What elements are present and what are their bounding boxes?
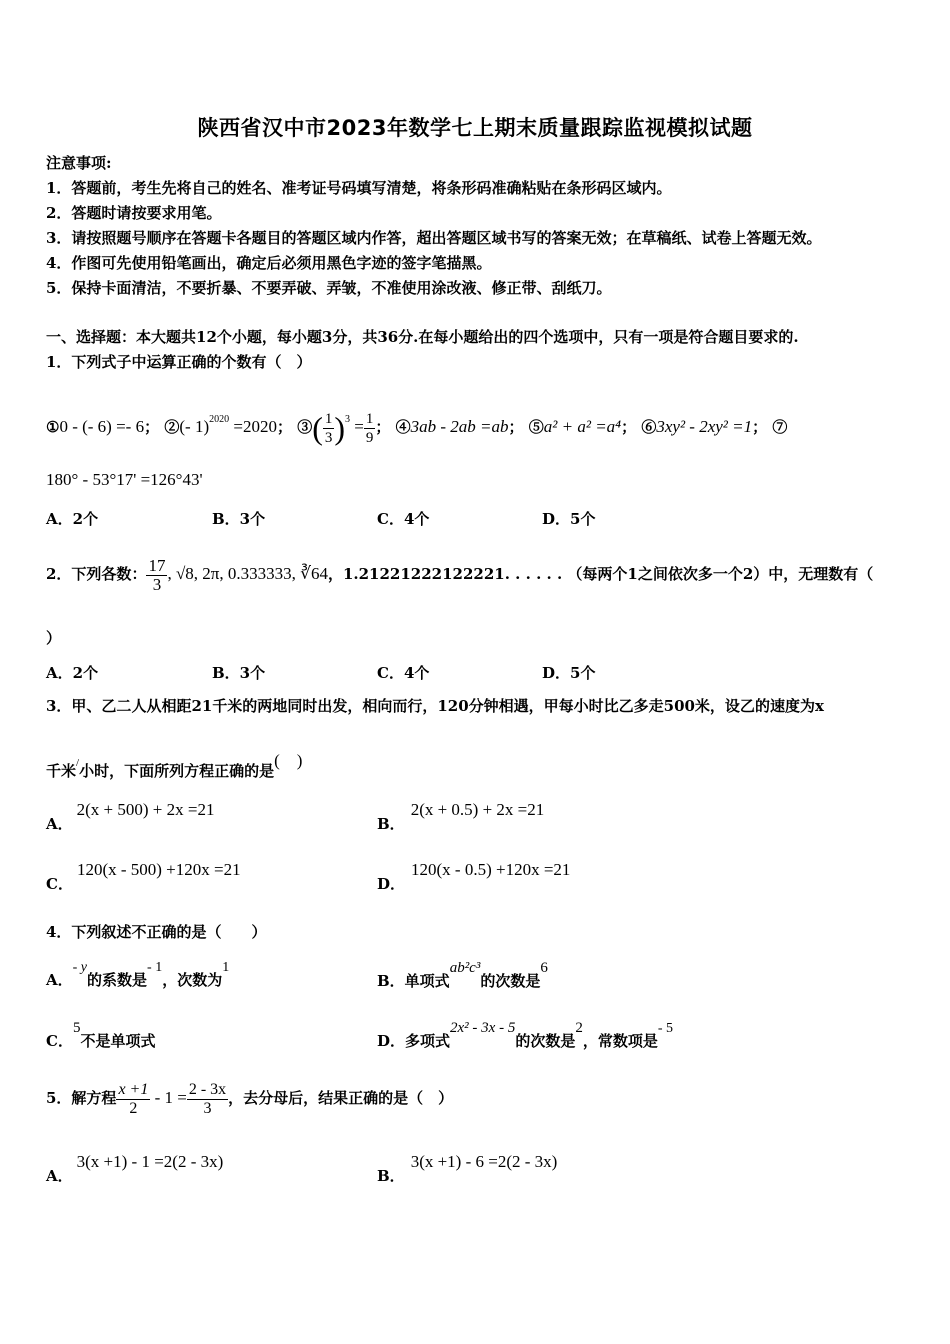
q4-d-text-1: 的次数是: [515, 1032, 576, 1050]
q3-answer-paren: ( ): [274, 751, 303, 770]
q2-option-b[interactable]: B．3个: [212, 664, 266, 682]
separator: ；: [276, 418, 292, 436]
q1-stem: 1．下列式子中运算正确的个数有（ ）: [46, 353, 312, 371]
q1-expressions: [46, 392, 787, 448]
q4-b-math-2: 6: [540, 960, 548, 976]
q4-c-text-1: 不是单项式: [80, 1032, 156, 1050]
denominator: 2: [129, 1099, 138, 1117]
q5-stem: [46, 1074, 453, 1122]
q2-option-a[interactable]: A．2个: [46, 664, 99, 682]
numerator: x +1: [118, 1080, 149, 1098]
q1-expr-3-sup: 3: [345, 414, 351, 425]
q4-b-math-1: ab²c³: [449, 960, 481, 976]
separator: ；: [752, 418, 768, 436]
option-label: A．: [46, 971, 73, 989]
q3-option-b[interactable]: [377, 800, 544, 836]
numerator: 17: [148, 555, 166, 575]
q4-b-text-1: 的次数是: [480, 972, 541, 990]
option-label: B．: [377, 815, 405, 833]
option-label: D．: [377, 875, 406, 893]
q2-close-paren: ）: [46, 629, 62, 647]
option-label: A．: [46, 815, 73, 833]
q1-circle-4: ④: [395, 418, 411, 436]
q1-expr-7: 180° - 53°17' =126°43': [46, 470, 203, 489]
notice-heading: 注意事项:: [46, 154, 112, 172]
q3-option-a-expr: 2(x + 500) + 2x =21: [76, 800, 215, 819]
q4-d-math-1: 2x² - 3x - 5: [450, 1020, 516, 1036]
q5-tail: ，去分母后，结果正确的是（ ）: [228, 1089, 454, 1107]
q3-option-c[interactable]: [46, 860, 241, 896]
q4-c-math-1: 5: [72, 1020, 81, 1036]
q2-tail: ，1.21221222122221. . . . . . （每两个1之间依次多一个2）中，无理数有（: [327, 565, 874, 583]
q1-circle-7: ⑦: [772, 418, 788, 436]
q1-option-c[interactable]: C．4个: [377, 510, 430, 528]
q1-circle-1: ①: [46, 418, 60, 436]
q4-option-a[interactable]: [46, 960, 229, 996]
q4-stem: 4．下列叙述不正确的是（ ）: [46, 923, 267, 941]
q4-option-d[interactable]: [377, 1020, 673, 1056]
separator: ；: [144, 418, 160, 436]
q1-expr-1: 0 - (- 6) =- 6: [59, 417, 145, 436]
q4-a-math-3: 1: [222, 960, 230, 975]
q1-expr-2a: (- 1): [179, 417, 210, 436]
q1-circle-5: ⑤: [528, 418, 544, 436]
notice-item-1: 1．答题前，考生先将自己的姓名、准考证号码填写清楚，将条形码准确粘贴在条形码区域内。: [46, 179, 672, 197]
q3-slash: /: [76, 757, 80, 769]
q2-option-c[interactable]: C．4个: [377, 664, 430, 682]
separator: ；: [375, 418, 391, 436]
q2-option-d[interactable]: D．5个: [542, 664, 596, 682]
option-label: A．: [46, 1167, 73, 1185]
numerator: 1: [365, 410, 374, 427]
q1-expr-2b: =2020: [229, 417, 277, 436]
left-paren: (: [312, 410, 323, 446]
option-label: C．: [46, 1032, 73, 1050]
q5-option-b-expr: 3(x +1) - 6 =2(2 - 3x): [410, 1152, 558, 1171]
notice-item-3: 3．请按照题号顺序在答题卡各题目的答题区域内作答，超出答题区域书写的答案无效；在草稿纸、试卷上答题无效。: [46, 229, 822, 247]
q3-option-b-expr: 2(x + 0.5) + 2x =21: [410, 800, 545, 819]
q1-circle-2: ②: [164, 418, 180, 436]
separator: ；: [621, 418, 637, 436]
q2-label: 2．下列各数：: [46, 565, 147, 583]
q1-option-b[interactable]: B．3个: [212, 510, 266, 528]
q5-option-a[interactable]: [46, 1152, 223, 1188]
notice-item-5: 5．保持卡面清洁，不要折暴、不要弄破、弄皱，不准使用涂改液、修正带、刮纸刀。: [46, 279, 612, 297]
option-label: B．单项式: [377, 972, 450, 990]
q4-d-math-3: - 5: [657, 1021, 674, 1036]
q1-expr-7-line: [46, 470, 203, 490]
denominator: 3: [324, 429, 333, 446]
denominator: 9: [365, 429, 374, 446]
q3-option-d[interactable]: [377, 860, 570, 896]
numerator: 1: [324, 410, 333, 427]
q1-frac-1-3: [323, 410, 335, 447]
q5-mid: - 1 =: [150, 1088, 187, 1107]
q5-frac-left: [116, 1081, 150, 1118]
q1-circle-6: ⑥: [641, 418, 657, 436]
q1-circle-3: ③: [297, 418, 313, 436]
q4-a-math-2: - 1: [147, 960, 163, 975]
q3-option-a[interactable]: [46, 800, 214, 836]
notice-item-2: 2．答题时请按要求用笔。: [46, 204, 222, 222]
q1-option-d[interactable]: D．5个: [542, 510, 596, 528]
q3-unit-km: 千米: [46, 762, 77, 780]
section-heading: 一、选择题：本大题共12个小题，每小题3分，共36分.在每小题给出的四个选项中，只有一项是符合题目要求的.: [46, 328, 799, 346]
q1-option-a[interactable]: A．2个: [46, 510, 99, 528]
numerator: 2 - 3x: [188, 1080, 227, 1098]
q3-stem-line-1: 3．甲、乙二人从相距21千米的两地同时出发，相向而行，120分钟相遇，甲每小时比乙多走500米，设乙的速度为x: [46, 697, 824, 715]
denominator: 3: [152, 574, 162, 594]
q4-a-text-1: 的系数是: [87, 971, 148, 989]
q2-number-list: , √8, 2π, 0.333333, ∛64: [167, 564, 328, 583]
q5-option-b[interactable]: [377, 1152, 557, 1188]
q3-stem-line-2: [46, 744, 302, 778]
q1-frac-1-9: [364, 410, 376, 447]
denominator: 3: [203, 1099, 212, 1117]
option-label: D．多项式: [377, 1032, 451, 1050]
q3-option-d-expr: 120(x - 0.5) +120x =21: [411, 860, 571, 879]
q1-expr-2-sup: 2020: [209, 414, 230, 425]
q4-a-math-1: - y: [72, 960, 88, 975]
separator: ；: [508, 418, 524, 436]
option-label: C．: [46, 875, 73, 893]
q2-stem: [46, 544, 873, 604]
q1-expr-6: 3xy² - 2xy² =1: [656, 417, 753, 436]
q5-label: 5．解方程: [46, 1089, 117, 1107]
option-label: B．: [377, 1167, 405, 1185]
q1-expr-4: 3ab - 2ab =ab: [410, 417, 509, 436]
q4-a-text-2: ，次数为: [162, 971, 223, 989]
notice-item-4: 4．作图可先使用铅笔画出，确定后必须用黑色字迹的签字笔描黑。: [46, 254, 492, 272]
q3-option-c-expr: 120(x - 500) +120x =21: [76, 860, 241, 879]
q5-option-a-expr: 3(x +1) - 1 =2(2 - 3x): [76, 1152, 224, 1171]
q5-frac-right: [187, 1081, 228, 1118]
q3-stem-text: 小时，下面所列方程正确的是: [79, 762, 275, 780]
q1-expr-5: a² + a² =a⁴: [543, 417, 622, 436]
q4-option-c[interactable]: [46, 1020, 155, 1056]
page-title: 陕西省汉中市2023年数学七上期末质量跟踪监视模拟试题: [197, 116, 753, 140]
q4-d-text-2: ，常数项是: [582, 1032, 658, 1050]
q1-expr-3-eq: =: [350, 417, 364, 436]
q2-frac-17-3: [146, 557, 167, 594]
q4-d-math-2: 2: [575, 1020, 583, 1036]
right-paren: ): [334, 410, 346, 446]
q4-option-b[interactable]: [377, 960, 548, 996]
